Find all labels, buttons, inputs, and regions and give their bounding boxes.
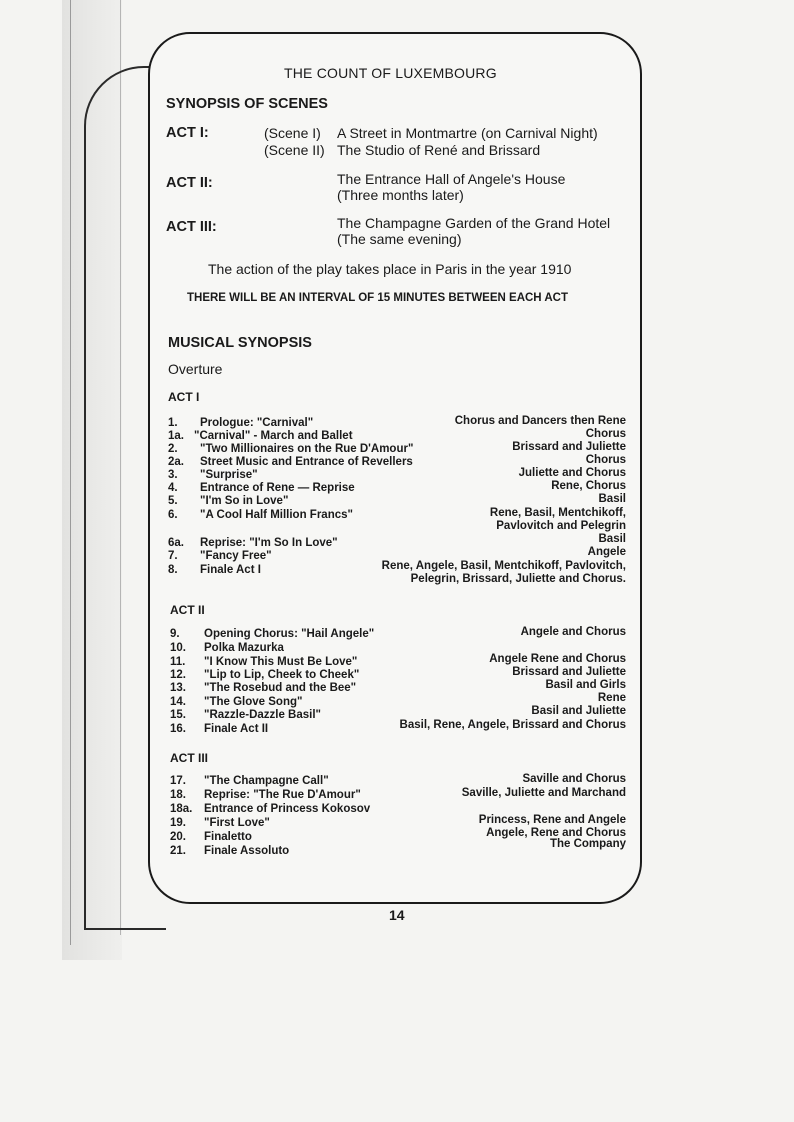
performer: Brissard and Juliette [512,441,626,453]
act3-time: (The same evening) [337,231,462,247]
performer: Rene, Basil, Mentchikoff, [489,507,626,519]
musical-act1-label: ACT I [168,390,200,404]
performer: Pavlovitch and Pelegrin [496,520,626,532]
list-item: 1. Prologue: "Carnival" [168,417,314,429]
list-item: 11. "I Know This Must Be Love" [170,656,358,668]
list-item: 6a. Reprise: "I'm So In Love" [168,537,338,549]
act2-label: ACT II: [166,175,213,191]
musical-heading: MUSICAL SYNOPSIS [168,335,312,351]
performer: Angele, Rene and Chorus [486,827,626,839]
list-item: 15. "Razzle-Dazzle Basil" [170,709,321,721]
performer: Juliette and Chorus [518,467,626,479]
performer: The Company [549,838,626,850]
overture: Overture [168,361,223,377]
performer: Rene [597,692,626,704]
page-title: THE COUNT OF LUXEMBOURG [284,65,497,81]
act1-label: ACT I: [166,125,209,141]
performer: Angele Rene and Chorus [489,653,626,665]
list-item: 16. Finale Act II [170,723,269,735]
list-item: 3. "Surprise" [168,469,258,481]
act1-scene1: (Scene I) [264,125,321,141]
performer: Basil [598,533,626,545]
performer: Rene, Angele, Basil, Mentchikoff, Pavlovitch, [381,560,626,572]
performer: Princess, Rene and Angele [478,814,626,826]
interval-note: THERE WILL BE AN INTERVAL OF 15 MINUTES BETWEEN EACH ACT [187,292,569,304]
performer: Chorus [585,428,626,440]
performer: Saville, Juliette and Marchand [461,787,626,799]
act1-scene2-desc: The Studio of René and Brissard [337,142,541,158]
performer: Brissard and Juliette [512,666,626,678]
setting-note: The action of the play takes place in Paris in the year 1910 [208,261,572,277]
performer: Saville and Chorus [522,773,626,785]
act2-desc: The Entrance Hall of Angele's House [337,171,566,187]
act1-scene2: (Scene II) [264,142,325,158]
musical-act2-label: ACT II [170,603,205,617]
list-item: 13. "The Rosebud and the Bee" [170,682,357,694]
act3-label: ACT III: [166,219,217,235]
list-item: 10. Polka Mazurka [170,642,284,654]
list-item: 17. "The Champagne Call" [170,775,329,787]
act1-scene1-desc: A Street in Montmartre (on Carnival Night) [337,125,598,141]
page-number: 14 [389,907,405,923]
list-item: 1a. "Carnival" - March and Ballet [168,430,353,442]
list-item: 14. "The Glove Song" [170,696,303,708]
performer: Angele [587,546,626,558]
performer: Basil [598,493,626,505]
performer: Rene, Chorus [551,480,626,492]
list-item: 2. "Two Millionaires on the Rue D'Amour" [168,443,414,455]
list-item: 9. Opening Chorus: "Hail Angele" [170,628,375,640]
list-item: 8. Finale Act I [168,564,261,576]
musical-act3-label: ACT III [170,751,208,765]
list-item: 4. Entrance of Rene — Reprise [168,482,355,494]
list-item: 18a. Entrance of Princess Kokosov [170,803,371,815]
list-item: 19. "First Love" [170,817,270,829]
performer: Chorus and Dancers then Rene [454,415,626,427]
list-item: 2a. Street Music and Entrance of Revellers [168,456,413,468]
page-edge-line [70,0,71,945]
list-item: 5. "I'm So in Love" [168,495,289,507]
list-item: 20. Finaletto [170,831,252,843]
list-item: 21. Finale Assoluto [170,845,290,857]
act2-time: (Three months later) [337,187,464,203]
synopsis-heading: SYNOPSIS OF SCENES [166,96,328,112]
act3-desc: The Champagne Garden of the Grand Hotel [337,215,611,231]
performer: Chorus [585,454,626,466]
list-item: 6. "A Cool Half Million Francs" [168,509,353,521]
list-item: 7. "Fancy Free" [168,550,272,562]
performer: Basil and Juliette [531,705,626,717]
performer: Pelegrin, Brissard, Juliette and Chorus. [410,573,626,585]
performer: Basil, Rene, Angele, Brissard and Chorus [399,719,626,731]
list-item: 12. "Lip to Lip, Cheek to Cheek" [170,669,360,681]
list-item: 18. Reprise: "The Rue D'Amour" [170,789,361,801]
performer: Basil and Girls [545,679,626,691]
performer: Angele and Chorus [520,626,626,638]
